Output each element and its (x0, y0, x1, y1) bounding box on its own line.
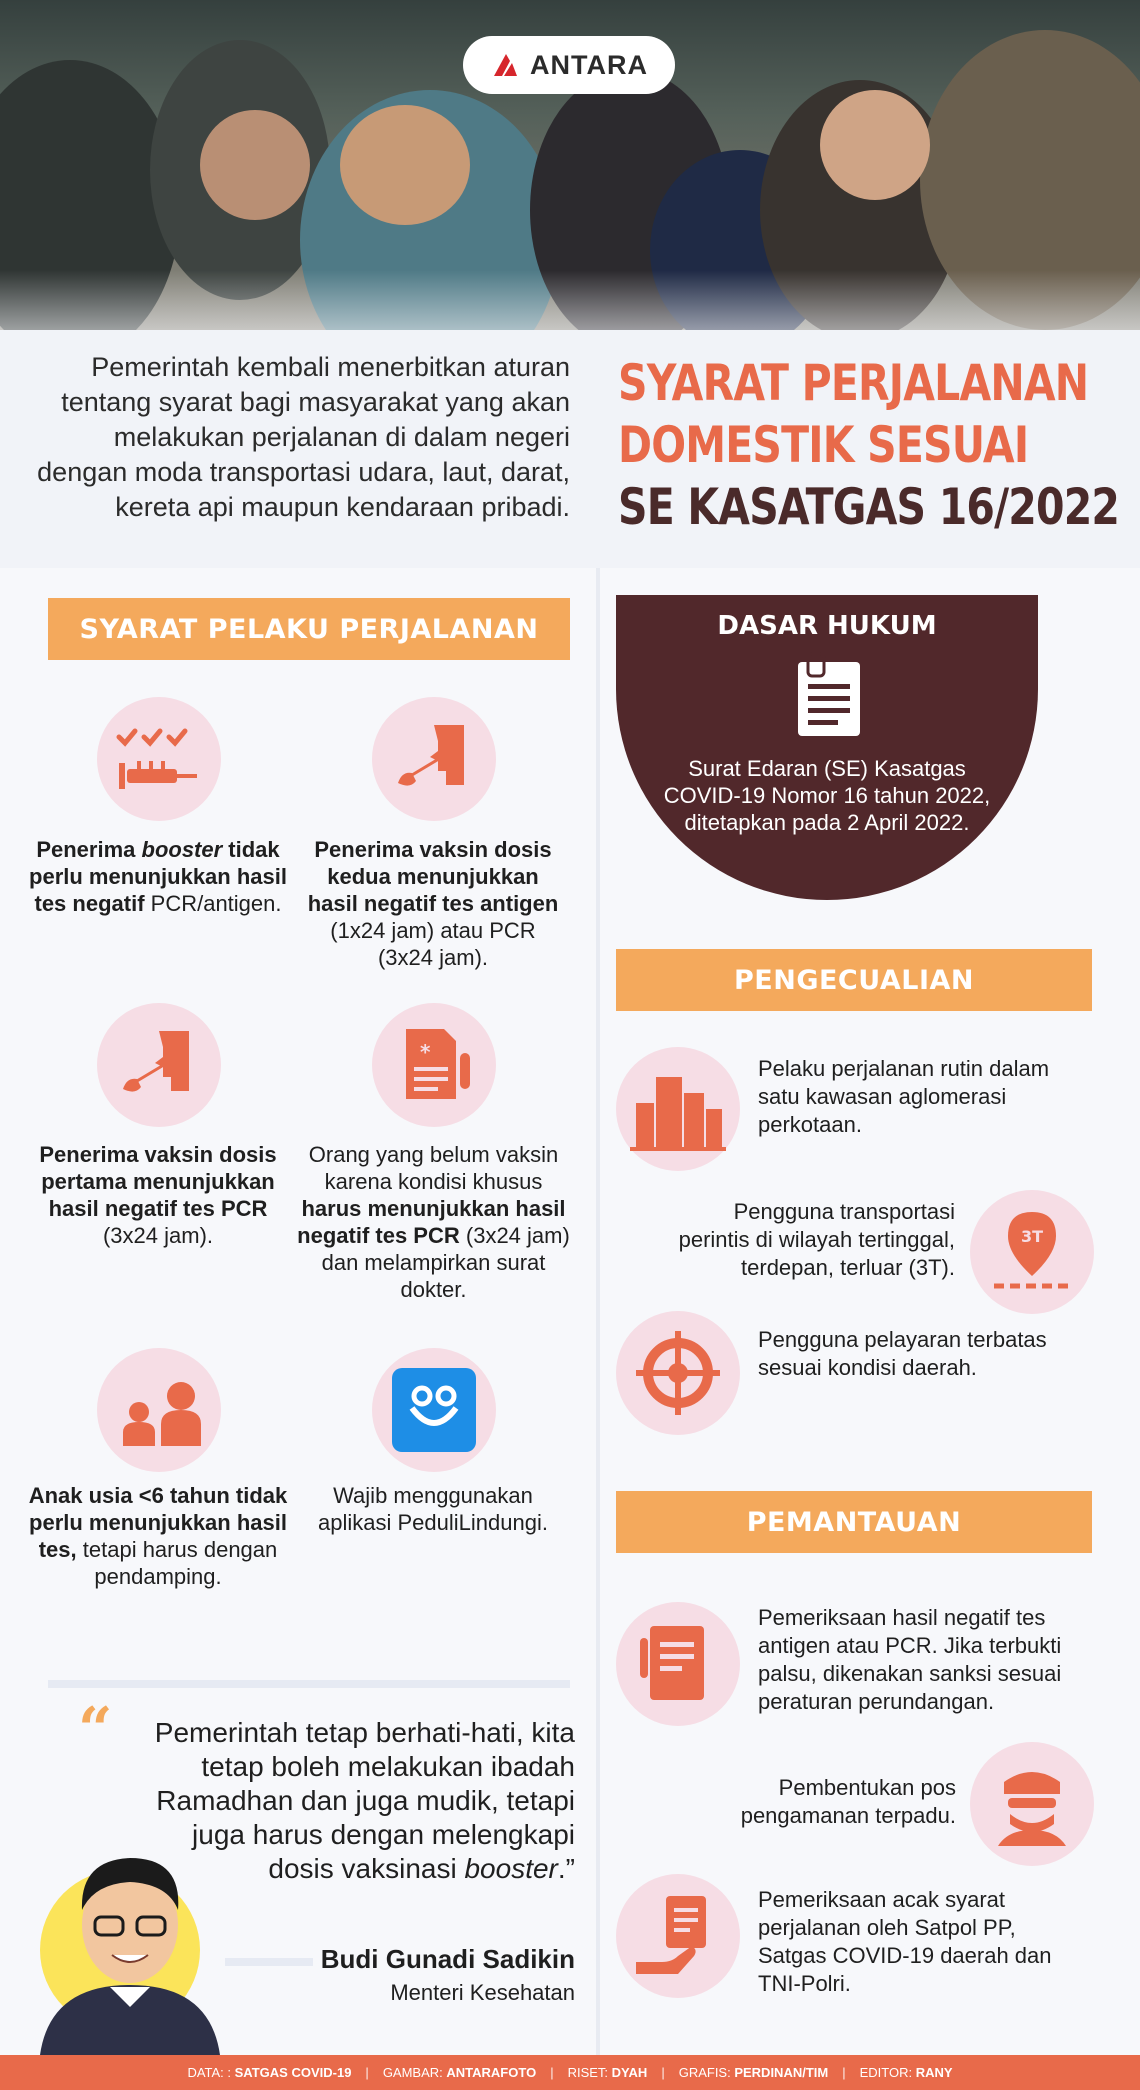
swab-test-icon (372, 697, 496, 821)
main-title (618, 352, 1118, 538)
document-check-icon (616, 1602, 740, 1726)
exception-pelayaran: Pengguna pelayaran terbatas sesuai kondisi daerah. (758, 1327, 1047, 1380)
svg-text:*: * (420, 1040, 431, 1064)
credit-riset: RISET: DYAH (567, 2065, 648, 2080)
req-anak: Anak usia <6 tahun tidak perlu menunjukkan hasil tes, tetapi harus dengan pendamping. (28, 1483, 288, 1589)
security-officer-icon (970, 1742, 1094, 1866)
banner-pemantauan: PEMANTAUAN (616, 1491, 1092, 1553)
title-line-1: SYARAT PERJALANAN (618, 354, 1089, 412)
3t-pin-label: 3T (1020, 1227, 1044, 1246)
column-divider (596, 568, 600, 2055)
quote-mark: “ (78, 1695, 113, 1765)
title-line-3: SE KASATGAS 16/2022 (618, 478, 1120, 536)
pedulilindungi-app-icon (372, 1348, 496, 1472)
intro-paragraph: Pemerintah kembali menerbitkan aturan tentang syarat bagi masyarakat yang akan melakukan perjalanan di dalam negeri dengan moda transportasi udara, laut, darat, kereta api maupun kendaraan pribadi. (37, 352, 570, 522)
dasar-hukum-text: Surat Edaran (SE) Kasatgas COVID-19 Nomor 16 tahun 2022, ditetapkan pada 2 April 2022. (663, 756, 991, 835)
req-booster: Penerima booster tidak perlu menunjukkan hasil tes negatif PCR/antigen. (29, 837, 287, 916)
quote-divider (48, 1680, 570, 1688)
quote-name: Budi Gunadi Sadikin (320, 1944, 575, 1974)
req-belum-vaksin: Orang yang belum vaksin karena kondisi khusus harus menunjukkan hasil negatif tes PCR (3x24 jam) dan melampirkan surat dokter. (297, 1142, 570, 1302)
exception-aglomerasi: Pelaku perjalanan rutin dalam satu kawasan aglomerasi perkotaan. (758, 1056, 1050, 1137)
clipboard-document-icon (794, 652, 864, 738)
hero-photo (0, 0, 1140, 330)
title-line-2: DOMESTIK SESUAI (618, 416, 1029, 474)
syringe-check-icon (97, 697, 221, 821)
city-buildings-icon (616, 1047, 740, 1171)
monitoring-pemeriksaan-tes: Pemeriksaan hasil negatif tes antigen atau PCR. Jika terbukti palsu, dikenakan sanksi sesuai peraturan perundangan. (758, 1605, 1062, 1714)
antara-logo-text: ANTARA (530, 49, 648, 80)
credit-editor: EDITOR: RANY (859, 2065, 953, 2080)
hand-clipboard-icon (616, 1874, 740, 1998)
credits-footer: DATA: : SATGAS COVID-19 | GAMBAR: ANTARAFOTO | RISET: DYAH | GRAFIS: PERDINAN/TIM | EDITOR: RANY (0, 2055, 1140, 2090)
antara-logo-icon (490, 50, 520, 80)
credit-gambar: GAMBAR: ANTARAFOTO (382, 2065, 537, 2080)
req-dosis-kedua: Penerima vaksin dosis kedua menunjukkan hasil negatif tes antigen (1x24 jam) atau PCR (3x24 jam). (307, 837, 559, 970)
monitoring-pemeriksaan-acak: Pemeriksaan acak syarat perjalanan oleh Satpol PP, Satgas COVID-19 daerah dan TNI-Polri. (758, 1887, 1052, 1996)
banner-syarat-pelaku: SYARAT PELAKU PERJALANAN (48, 598, 570, 660)
monitoring-pos-pengamanan: Pembentukan pos pengamanan terpadu. (740, 1775, 956, 1828)
req-dosis-pertama: Penerima vaksin dosis pertama menunjukkan hasil negatif tes PCR (3x24 jam). (39, 1142, 277, 1248)
req-pedulilindungi: Wajib menggunakan aplikasi PeduliLindungi. (318, 1483, 548, 1535)
ship-wheel-icon (616, 1311, 740, 1435)
quote-text: Pemerintah tetap berhati-hati, kita tetap boleh melakukan ibadah Ramadhan dan juga mudik, tetapi juga harus dengan melengkapi dosis vaksinasi booster.” (154, 1717, 575, 1884)
dasar-hukum-title: DASAR HUKUM (717, 611, 937, 641)
medical-document-icon (372, 1003, 496, 1127)
quote-role: Menteri Kesehatan (390, 1980, 575, 2005)
dasar-hukum-card (616, 595, 1038, 900)
swab-test-icon (97, 1003, 221, 1127)
exception-3t: Pengguna transportasi perintis di wilayah tertinggal, terdepan, terluar (3T). (678, 1199, 955, 1280)
banner-pengecualian: PENGECUALIAN (616, 949, 1092, 1011)
antara-logo (463, 36, 675, 94)
parent-child-icon (97, 1348, 221, 1472)
minister-portrait (20, 1805, 280, 2055)
credit-grafis: GRAFIS: PERDINAN/TIM (678, 2065, 829, 2080)
credit-data: DATA: : SATGAS COVID-19 (187, 2065, 352, 2080)
3t-location-pin-icon (970, 1190, 1094, 1314)
